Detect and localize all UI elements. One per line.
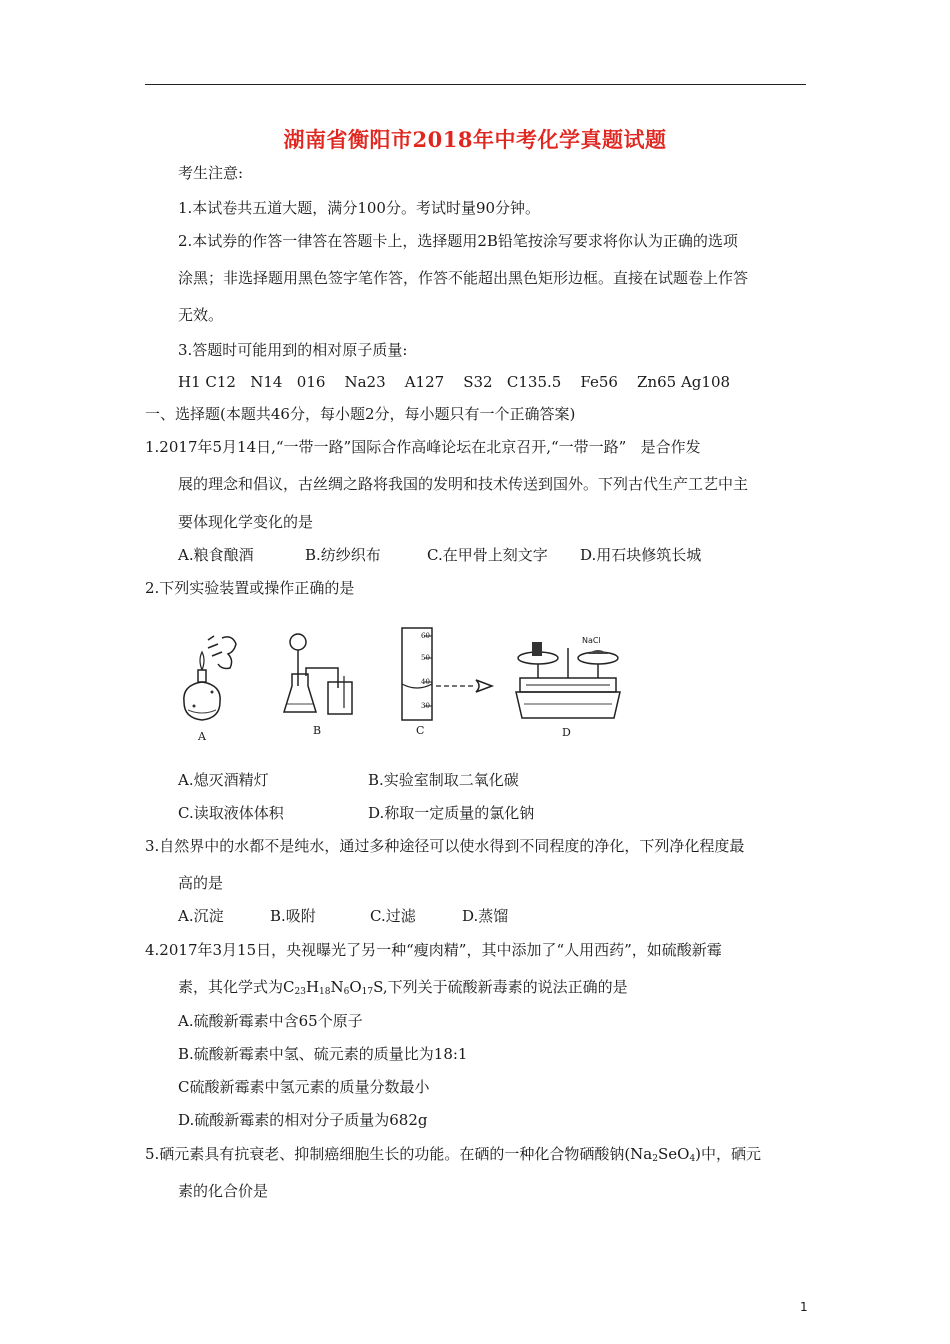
q3-option-c: C.过滤 bbox=[370, 907, 416, 925]
atomic-masses: H1 C12 N14 016 Na23 A127 S32 C135.5 Fe56 Zn65 Ag108 bbox=[178, 373, 731, 391]
q1-option-c: C.在甲骨上刻文字 bbox=[427, 546, 548, 564]
q2-option-a: A.熄灭酒精灯 bbox=[178, 771, 269, 789]
notice-2-line3: 无效。 bbox=[178, 306, 224, 324]
notice-2-line1: 2.本试券的作答一律答在答题卡上，选择题用2B铅笔按涂写要求将你认为正确的选项 bbox=[178, 232, 738, 250]
q3-line2: 高的是 bbox=[178, 874, 224, 892]
notice-1: 1.本试卷共五道大题，满分100分。考试时量90分钟。 bbox=[178, 199, 541, 217]
header-rule bbox=[145, 84, 806, 85]
cylinder-tick-40: 40 bbox=[421, 678, 430, 686]
graduated-cylinder-figure bbox=[396, 626, 496, 724]
page-title: 湖南省衡阳市2018年中考化学真题试题 bbox=[283, 127, 667, 152]
figure-c-label: C bbox=[416, 724, 425, 737]
q1-line3: 要体现化学变化的是 bbox=[178, 513, 314, 531]
q2-option-d: D.称取一定质量的氯化钠 bbox=[368, 804, 535, 822]
nacl-label: NaCl bbox=[582, 636, 601, 645]
q1-option-b: B.纺纱织布 bbox=[305, 546, 381, 564]
q1-option-d: D.用石块修筑长城 bbox=[580, 546, 702, 564]
section-heading: 一、选择题(本题共46分，每小题2分，每小题只有一个正确答案) bbox=[145, 405, 576, 423]
q3-option-d: D.蒸馏 bbox=[462, 907, 509, 925]
q4-line1: 4.2017年3月15日，央视曝光了另一种“瘦肉精”，其中添加了“人用西药”，如硫酸新霉 bbox=[145, 941, 722, 959]
figure-b-label: B bbox=[313, 724, 322, 737]
q3-option-a: A.沉淀 bbox=[178, 907, 224, 925]
q5-line1: 5.硒元素具有抗衰老、抑制癌细胞生长的功能。在硒的一种化合物硒酸钠$(Na_2SeO_4)$中，硒元 bbox=[145, 1145, 762, 1164]
q2-option-c: C.读取液体体积 bbox=[178, 804, 284, 822]
balance-figure bbox=[512, 634, 622, 722]
alcohol-lamp-figure bbox=[172, 630, 252, 725]
cylinder-tick-60: 60 bbox=[421, 632, 430, 640]
q4-option-c: C硫酸新霉素中氢元素的质量分数最小 bbox=[178, 1078, 430, 1096]
page-number: 1 bbox=[800, 1300, 808, 1314]
q2-stem: 2.下列实验装置或操作正确的是 bbox=[145, 579, 355, 597]
q4-option-b: B.硫酸新霉素中氢、硫元素的质量比为18:1 bbox=[178, 1045, 468, 1063]
cylinder-tick-50: 50 bbox=[421, 654, 430, 662]
q2-option-b: B.实验室制取二氧化碳 bbox=[368, 771, 519, 789]
q5-line2: 素的化合价是 bbox=[178, 1182, 269, 1200]
q4-line2: 素，其化学式为$C_{23}H_{18}N_6O_{17}S$,下列关于硫酸新毒素的说法正确的是 bbox=[178, 978, 628, 997]
q3-line1: 3.自然界中的水都不是纯水，通过多种途径可以使水得到不同程度的净化，下列净化程度最 bbox=[145, 837, 745, 855]
q3-option-b: B.吸附 bbox=[270, 907, 316, 925]
q1-line1: 1.2017年5月14日,“一带一路”国际合作高峰论坛在北京召开,“一带一路” 是合作发 bbox=[145, 438, 701, 456]
notice-2-line2: 涂黑；非选择题用黑色签字笔作答，作答不能超出黑色矩形边框。直接在试题卷上作答 bbox=[178, 269, 749, 287]
gas-generation-figure bbox=[282, 628, 362, 723]
notice-3: 3.答题时可能用到的相对原子质量: bbox=[178, 341, 408, 359]
q4-option-a: A.硫酸新霉素中含65个原子 bbox=[178, 1012, 363, 1030]
q4-option-d: D.硫酸新霉素的相对分子质量为682g bbox=[178, 1111, 428, 1129]
figure-a-label: A bbox=[198, 730, 206, 743]
notice-heading: 考生注意: bbox=[178, 164, 244, 182]
q1-option-a: A.粮食酿酒 bbox=[178, 546, 254, 564]
q1-line2: 展的理念和倡议，古丝绸之路将我国的发明和技术传送到国外。下列古代生产工艺中主 bbox=[178, 475, 749, 493]
figure-d-label: D bbox=[562, 726, 571, 739]
cylinder-tick-30: 30 bbox=[421, 702, 430, 710]
